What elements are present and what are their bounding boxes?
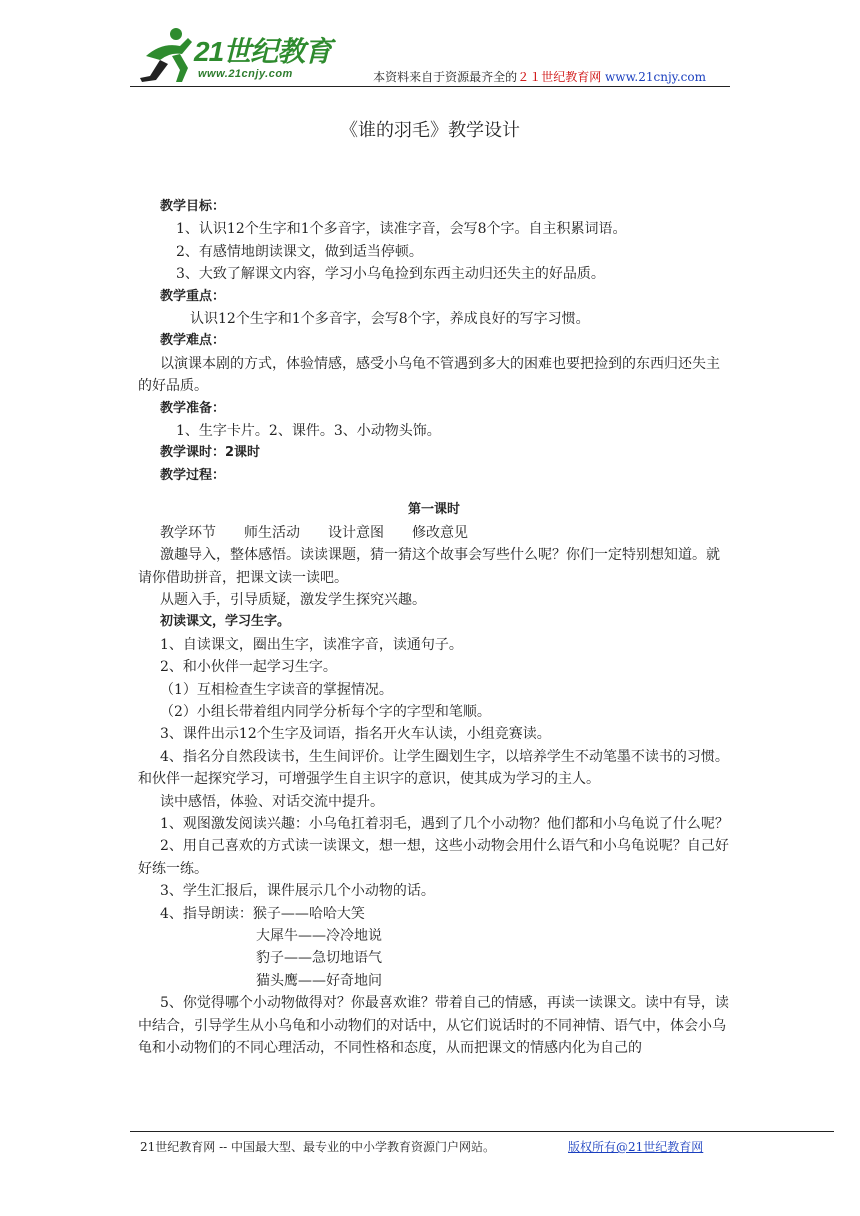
body-line: 3、学生汇报后，课件展示几个小动物的话。	[160, 883, 435, 900]
body-line: 猫头鹰——好奇地问	[256, 972, 382, 989]
header-url-link[interactable]: www.21cnjy.com	[605, 70, 706, 84]
site-logo[interactable]	[136, 26, 336, 88]
runner-logo-icon	[136, 26, 200, 84]
footer-divider	[130, 1131, 834, 1132]
body-line: 豹子——急切地语气	[256, 950, 382, 967]
body-line: 大犀牛——冷冷地说	[256, 928, 382, 944]
body-line: 读中感悟，体验、对话交流中提升。	[160, 793, 384, 810]
header-note	[373, 68, 706, 85]
footer-copyright-link[interactable]: 版权所有@21世纪教育网	[568, 1140, 704, 1154]
section-heading: 第一课时	[407, 502, 460, 518]
body-line: 从题入手，引导质疑，激发学生探究兴趣。	[160, 591, 426, 608]
section-heading: 教学目标：	[160, 199, 226, 214]
section-heading: 教学重点：	[160, 288, 226, 304]
body-line: 3、大致了解课文内容，学习小乌龟捡到东西主动归还失主的好品质。	[176, 266, 605, 283]
section-heading: 教学过程：	[160, 467, 226, 483]
logo-url: www.21cnjy.com	[198, 68, 293, 80]
body-line: 4、指名分自然段读书，生生间评价。让学生圈划生字，以培养学生不动笔墨不读书的习惯。和伙伴一起探究学习，可增强学生自主识字的意识，使其成为学习的主人。	[138, 748, 729, 788]
section-heading: 教学准备：	[160, 400, 226, 416]
page-header	[130, 20, 730, 86]
document-body	[138, 196, 730, 1059]
body-line: 1、生字卡片。2、课件。3、小动物头饰。	[176, 423, 441, 440]
section-heading: 教学难点：	[160, 333, 226, 349]
body-line: 5、你觉得哪个小动物做得对？你最喜欢谁？带着自己的情感，再读一读课文。读中有导，读中结合，引导学生从小乌龟和小动物们的对话中，从它们说话时的不同神情、语气中，体会小乌龟和小动物们的不同心理活动，不同性格和态度，从而把课文的情感内化为自己的	[138, 995, 729, 1057]
header-note-prefix: 本资料来自于资源最齐全的	[373, 70, 518, 84]
body-line: 1、观图激发阅读兴趣：小乌龟扛着羽毛，遇到了几个小动物？他们都和小乌龟说了什么呢？	[160, 815, 729, 832]
header-divider	[130, 86, 730, 87]
body-line: 2、有感情地朗读课文，做到适当停顿。	[176, 243, 423, 260]
body-line: 认识12个生字和1个多音字，会写8个字，养成良好的写字习惯。	[190, 311, 590, 328]
document-title: 《谁的羽毛》教学设计	[340, 120, 520, 141]
body-line: 激趣导入，整体感悟。读读课题，猜一猜这个故事会写些什么呢？你们一定特别想知道。就请你借助拼音，把课文读一读吧。	[138, 547, 720, 586]
body-line: 1、自读课文，圈出生字，读准字音，读通句子。	[160, 636, 463, 653]
logo-text: 21世纪教育	[194, 36, 332, 67]
body-line: 3、课件出示12个生字及词语，指名开火车认读，小组竞赛读。	[160, 726, 551, 743]
body-line: 4、指导朗读：猴子——哈哈大笑	[160, 905, 365, 922]
body-line: 2、和小伙伴一起学习生字。	[160, 659, 337, 676]
section-heading: 教学课时：2课时	[160, 445, 261, 461]
body-line: （2）小组长带着组内同学分析每个字的字型和笔顺。	[160, 703, 491, 720]
body-line: 2、用自己喜欢的方式读一读课文，想一想，这些小动物会用什么语气和小乌龟说呢？自己好好练一练。	[138, 838, 729, 877]
body-line: 以演课本剧的方式，体验情感，感受小乌龟不管遇到多大的困难也要把捡到的东西归还失主的好品质。	[138, 355, 720, 395]
body-line: 1、认识12个生字和1个多音字，读准字音，会写8个字。自主积累词语。	[176, 221, 627, 238]
section-heading: 初读课文，学习生字。	[160, 614, 291, 630]
header-brand-link[interactable]: ２１世纪教育网	[517, 70, 602, 84]
body-line: 教学环节 师生活动 设计意图 修改意见	[160, 524, 468, 541]
body-line: （1）互相检查生字读音的掌握情况。	[160, 681, 393, 698]
footer-text: 21世纪教育网 -- 中国最大型、最专业的中小学教育资源门户网站。	[140, 1140, 496, 1154]
